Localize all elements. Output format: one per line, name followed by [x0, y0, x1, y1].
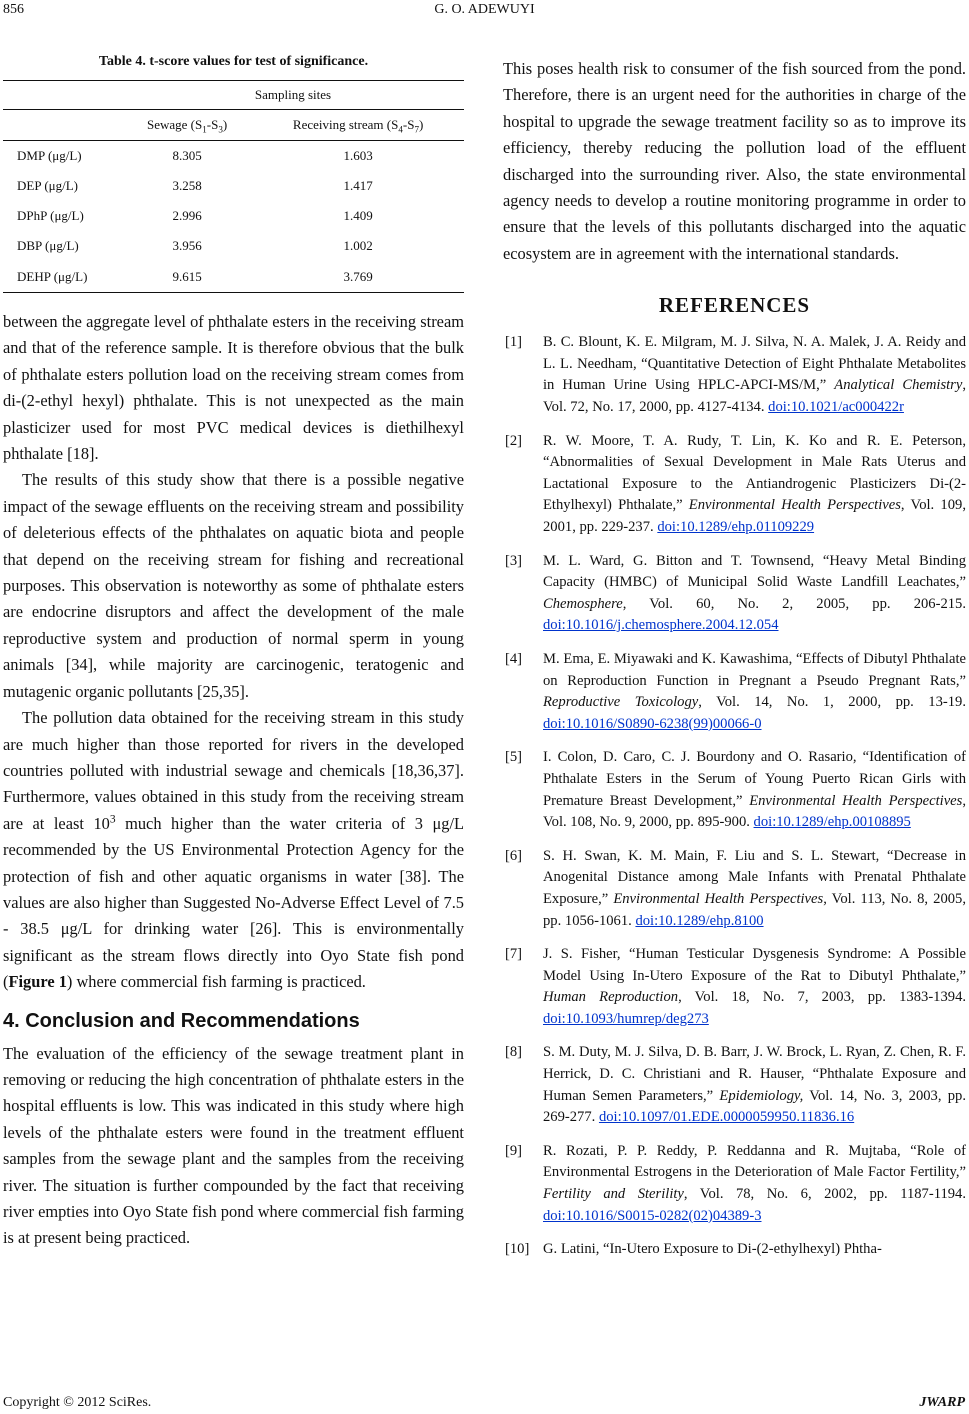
- doi-link[interactable]: doi:10.1097/01.EDE.0000059950.11836.16: [598, 1109, 855, 1126]
- doi-link[interactable]: doi:10.1289/ehp.01109229: [657, 519, 815, 535]
- cell-sewage: 2.996: [172, 208, 202, 223]
- doi-link[interactable]: doi:10.1021/ac000422r: [768, 399, 904, 416]
- left-column: [3, 52, 464, 1252]
- doi-link[interactable]: doi:10.1016/S0890-6238(99)00066-0: [543, 715, 762, 732]
- reference-item: [9] R. Rozati, P. P. Reddy, P. Reddanna and R. Mujtaba, “Role of Environmental Estrogens in the Deterioration of Male Factor Fertility,” Fertility and Sterility, Vol. 78, No. 6, 2002, pp. 1187-1194. doi:10.1016/S0015-0282(02)04389-3: [505, 1142, 966, 1224]
- table-row: [3, 201, 464, 231]
- cell-stream: 1.409: [343, 208, 373, 223]
- cell-stream: 1.002: [343, 238, 373, 253]
- paragraph: The results of this study show that there is a possible negative impact of the sewage effluents on the receiving stream and possibility of deleterious effects of the phthalates on aquatic biota and people that depend on the receiving stream for fishing and recreational purposes. This observation is noteworthy as some of phthalate esters are endocrine disruptors and affect the development of the male reproductive system and production of normal sperm in young animals [34], while majority are carcinogenic, teratogenic and mutagenic organic pollutants [25,35].: [3, 470, 464, 701]
- paragraph: The pollution data obtained for the receiving stream in this study are much higher than those reported for rivers in the developed countries polluted with industrial sewage and chemicals [18,36,37]. Furthermore, values obtained in this study from the receiving stream are at least $10^3$ much higher than the water criteria of 3 μg/L recommended by the US Environmental Protection Agency for the protection of fish and other aquatic organisms in water [38]. The values are also higher than Suggested No-Adverse Effect Level of 7.5 - 38.5 μg/L for drinking water [26]. This is environmentally significant as the stream flows directly into Oyo State fish pond (Figure 1) where commercial fish farming is practiced.: [3, 708, 465, 992]
- doi-link[interactable]: doi:10.1289/ehp.8100: [635, 912, 764, 929]
- table-row: [3, 231, 464, 261]
- doi-link[interactable]: doi:10.1093/humrep/deg273: [543, 1010, 709, 1027]
- reference-item: [10] G. Latini, “In-Utero Exposure to Di-(2-ethylhexyl) Phtha-: [505, 1241, 882, 1258]
- references-heading: REFERENCES: [658, 293, 811, 318]
- table-row: [3, 261, 464, 293]
- doi-link[interactable]: doi:10.1289/ehp.00108895: [753, 814, 911, 831]
- table-title: Table 4. t-score values for test of significance.: [98, 54, 369, 69]
- reference-item: [8] S. M. Duty, M. J. Silva, D. B. Barr, J. W. Brock, L. Ryan, Z. Chen, R. F. Herrick, D. C. Christiani and R. Hauser, “Phthalate Exposure and Human Semen Parameters,” Epidemiology, Vol. 14, No. 3, 2003, pp. 269-277. doi:10.1097/01.EDE.0000059950.11836.16: [505, 1044, 966, 1126]
- cell-stream: 1.417: [343, 178, 373, 193]
- table-row: [3, 141, 464, 172]
- figure-reference: Figure 1: [8, 972, 67, 992]
- cell-sewage: 9.615: [122, 261, 252, 293]
- cell-sewage: 8.305: [172, 148, 202, 163]
- table-column-header-row: [3, 110, 464, 141]
- cell-stream: 3.769: [252, 261, 464, 293]
- row-label: DBP (μg/L): [17, 238, 79, 253]
- running-head-author: G. O. ADEWUYI: [434, 2, 535, 17]
- page-number: 856: [3, 2, 24, 17]
- cell-stream: 1.603: [343, 148, 373, 163]
- table-corner-cell: [3, 81, 122, 110]
- reference-item: [6] S. H. Swan, K. M. Main, F. Liu and S. L. Stewart, “Decrease in Anogenital Distance among Male Infants with Prenatal Phthalate Exposure,” Environmental Health Perspectives, Vol. 113, No. 8, 2005, pp. 1056-1061. doi:10.1289/ehp.8100: [505, 847, 966, 929]
- paragraph: This poses health risk to consumer of the fish sourced from the pond. Therefore, there is an urgent need for the authorities in charge of the hospital to upgrade the sewage treatment facility so as to improve its efficiency, thereby reducing the pollution load of the effluent discharged into the surrounding river. Also, the state environmental agency needs to develop a routine monitoring programme in order to ensure that the levels of this pollutants discharged into the aquatic ecosystem are in agreement with the international standards.: [503, 59, 966, 263]
- reference-item: [7] J. S. Fisher, “Human Testicular Dysgenesis Syndrome: A Possible Model Using In-Utero Exposure of the Rat to Dibutyl Phthalate,” Human Reproduction, Vol. 18, No. 7, 2003, pp. 1383-1394. doi:10.1093/humrep/deg273: [505, 946, 967, 1027]
- cell-sewage: 3.956: [172, 238, 202, 253]
- table-row: [3, 171, 464, 201]
- section-heading: 4. Conclusion and Recommendations: [3, 1009, 360, 1032]
- reference-item: [4] M. Ema, E. Miyawaki and K. Kawashima, “Effects of Dibutyl Phthalate on Reproduction Function in Pregnant a Pseudo Pregnant Rats,” Reproductive Toxicology, Vol. 14, No. 1, 2000, pp. 13-19. doi:10.1016/S0890-6238(99)00066-0: [505, 650, 966, 732]
- right-column: [503, 56, 966, 1273]
- row-label: DEHP (μg/L): [3, 261, 122, 293]
- paragraph: The evaluation of the efficiency of the sewage treatment plant in removing or reducing the high concentration of phthalate esters in the hospital effluents is low. This was indicated in this study where high levels of the phthalate esters were found in the treatment effluent samples from the sewage plant and the samples from the receiving river. The situation is further compounded by the fact that receiving river empties into Oyo State fish pond where commercial fish farming is at present being practiced.: [3, 1043, 464, 1248]
- row-label: DMP (μg/L): [17, 148, 82, 163]
- page-header: [0, 2, 969, 24]
- t-score-table: [3, 80, 464, 293]
- cell-sewage: 3.258: [172, 178, 202, 193]
- reference-item: [5] I. Colon, D. Caro, C. J. Bourdony and O. Rasario, “Identification of Phthalate Esters in the Serum of Young Puerto Rican Girls with Premature Breast Development,” Environmental Health Perspectives, Vol. 108, No. 9, 2000, pp. 895-900. doi:10.1289/ehp.00108895: [505, 749, 966, 831]
- column-header-sewage: Sewage $(S_1-S_3)$: [122, 110, 252, 141]
- reference-item: [2] R. W. Moore, T. A. Rudy, T. Lin, K. Ko and R. E. Peterson, “Abnormalities of Sexual Development in Male Rats Uterus and Lactational Exposure to the Antiandrogenic Plasticizers Di-(2-Ethylhexyl) Phthalate,” Environmental Health Perspectives, Vol. 109, 2001, pp. 229-237. doi:10.1289/ehp.01109229: [505, 432, 966, 535]
- copyright-notice: Copyright © 2012 SciRes.: [3, 1395, 152, 1410]
- row-label: DEP (μg/L): [17, 178, 79, 193]
- table-group-header-row: [3, 81, 464, 110]
- reference-item: [3] M. L. Ward, G. Bitton and T. Townsend, “Heavy Metal Binding Capacity (HMBC) of Municipal Solid Waste Landfill Leachates,” Chemosphere, Vol. 60, No. 2, 2005, pp. 206-215. doi:10.1016/j.chemosphere.2004.12.054: [505, 552, 966, 634]
- journal-abbreviation: JWARP: [919, 1395, 965, 1410]
- doi-link[interactable]: doi:10.1016/S0015-0282(02)04389-3: [543, 1207, 762, 1224]
- table-group-header: Sampling sites: [122, 81, 464, 110]
- row-label: DPhP (μg/L): [17, 208, 84, 223]
- table-corner-cell: [3, 110, 122, 141]
- reference-list: [503, 332, 966, 1261]
- paragraph: between the aggregate level of phthalate esters in the receiving stream and that of the reference sample. It is therefore obvious that the bulk of phthalate esters pollution load on the receiving stream comes from di-(2-ethyl hexyl) phthalate. This is not unexpected as the main plasticizer used for most PVC medical devices is diethilhexyl phthalate [18].: [3, 312, 464, 464]
- reference-item: [1] B. C. Blount, K. E. Milgram, M. J. Silva, N. A. Malek, J. A. Reidy and L. L. Needham, “Quantitative Detection of Eight Phthalate Metabolites in Human Urine Using HPLC-APCI-MS/M,” Analytical Chemistry, Vol. 72, No. 17, 2000, pp. 4127-4134. doi:10.1021/ac000422r: [505, 334, 966, 416]
- doi-link[interactable]: doi:10.1016/j.chemosphere.2004.12.054: [543, 617, 779, 634]
- column-header-receiving-stream: Receiving stream $(S_4-S_7)$: [252, 110, 464, 141]
